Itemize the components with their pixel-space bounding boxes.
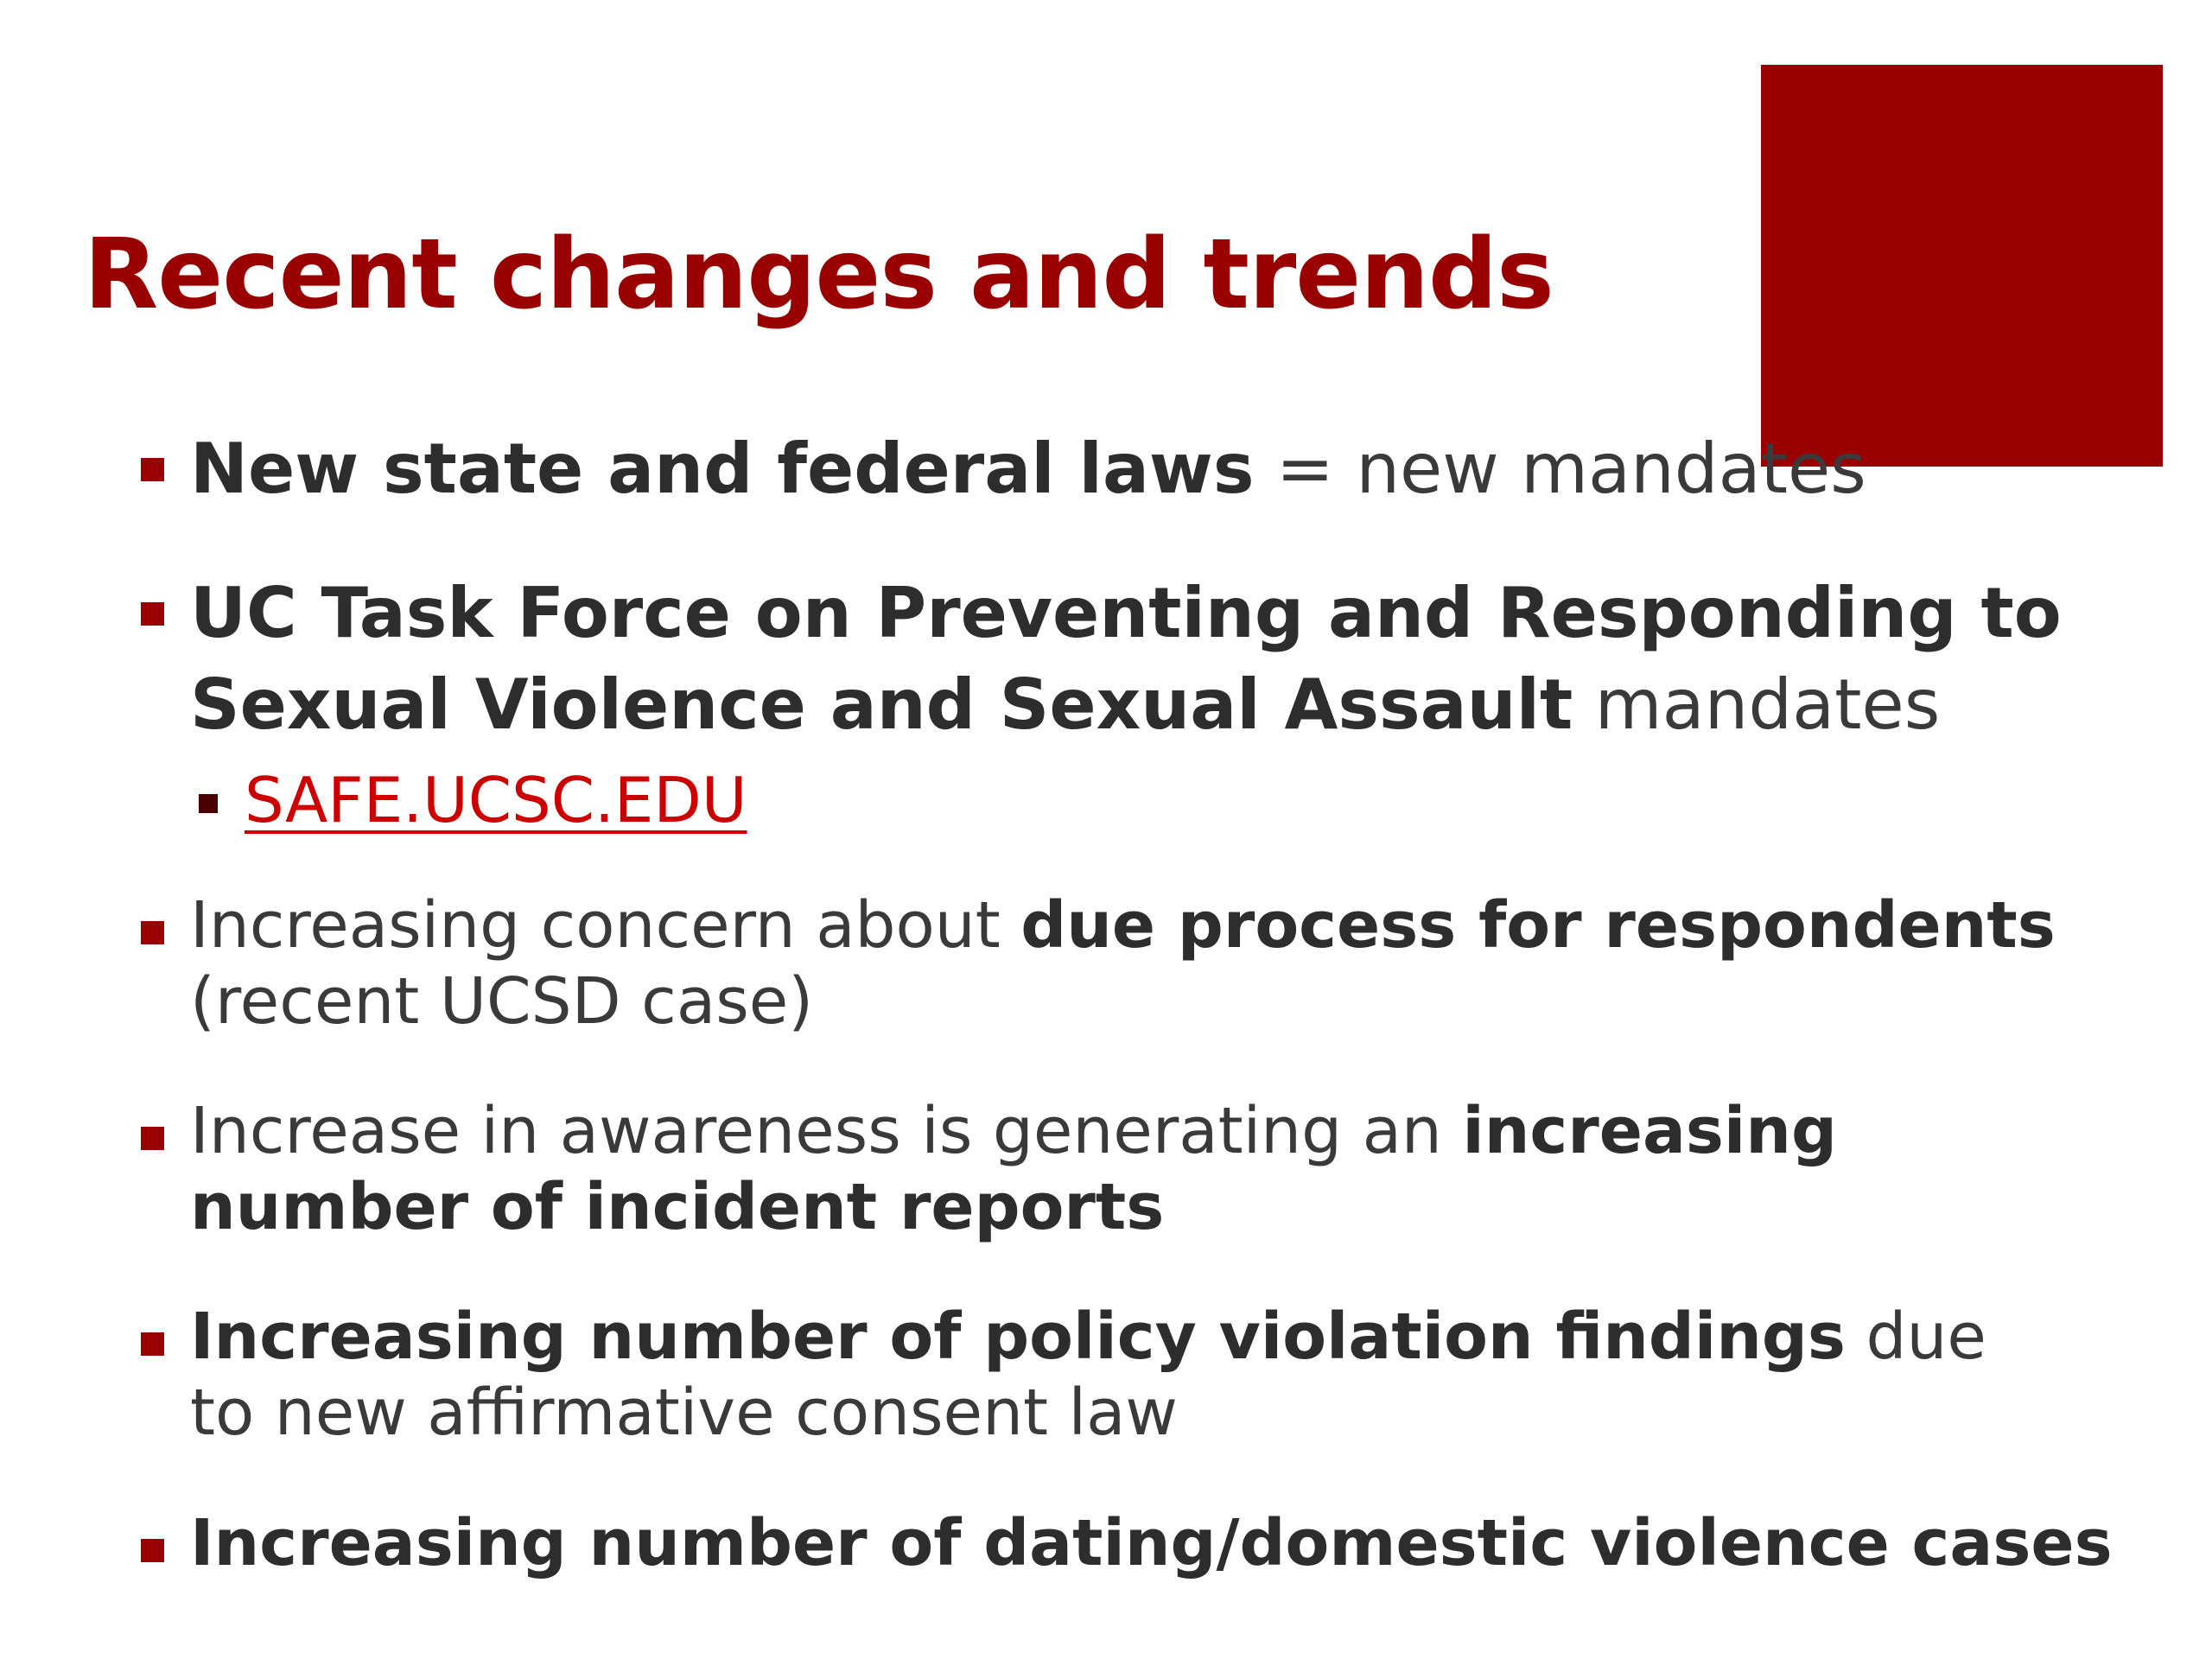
bullet-2-bold: UC Task Force on Preventing and Responding to Sexual Violence and Sexual Assault <box>190 573 2062 745</box>
bullet-6-bold: Increasing number of dating/domestic violence cases <box>190 1506 2113 1580</box>
bullet-3-normal-after: (recent UCSD case) <box>190 964 814 1039</box>
bullet-item-6 <box>190 1505 2134 1581</box>
bullet-marker <box>141 1539 164 1562</box>
accent-square <box>1761 65 2163 467</box>
bullet-3-bold: due process for respondents <box>1020 888 2056 963</box>
bullet-marker <box>141 602 164 626</box>
bullet-marker <box>141 1127 164 1150</box>
bullet-item-2 <box>190 568 2091 751</box>
bullet-marker <box>141 458 164 481</box>
bullet-2-normal: mandates <box>1573 664 1941 745</box>
slide-title: Recent changes and trends <box>84 219 1554 331</box>
bullet-item-4 <box>190 1093 2091 1245</box>
sub-bullet-item <box>245 757 747 843</box>
bullet-marker <box>141 921 164 944</box>
safe-ucsc-link[interactable]: SAFE.UCSC.EDU <box>245 764 747 836</box>
sub-bullet-marker <box>199 794 218 813</box>
bullet-5-bold: Increasing number of policy violation findings <box>190 1300 1846 1374</box>
bullet-item-5 <box>190 1299 2005 1451</box>
bullet-item-3 <box>190 887 2134 1039</box>
bullet-4-bold: increasing number of incident reports <box>190 1094 1837 1244</box>
bullet-item-1 <box>190 423 2134 515</box>
bullet-1-bold: New state and federal laws <box>190 429 1255 509</box>
bullet-4-normal-before: Increase in awareness is generating an <box>190 1094 1463 1168</box>
bullet-1-normal: = new mandates <box>1254 429 1866 509</box>
bullet-3-normal-before: Increasing concern about <box>190 888 1021 963</box>
bullet-5-normal: due to new affirmative consent law <box>190 1300 1986 1450</box>
bullet-marker <box>141 1332 164 1356</box>
